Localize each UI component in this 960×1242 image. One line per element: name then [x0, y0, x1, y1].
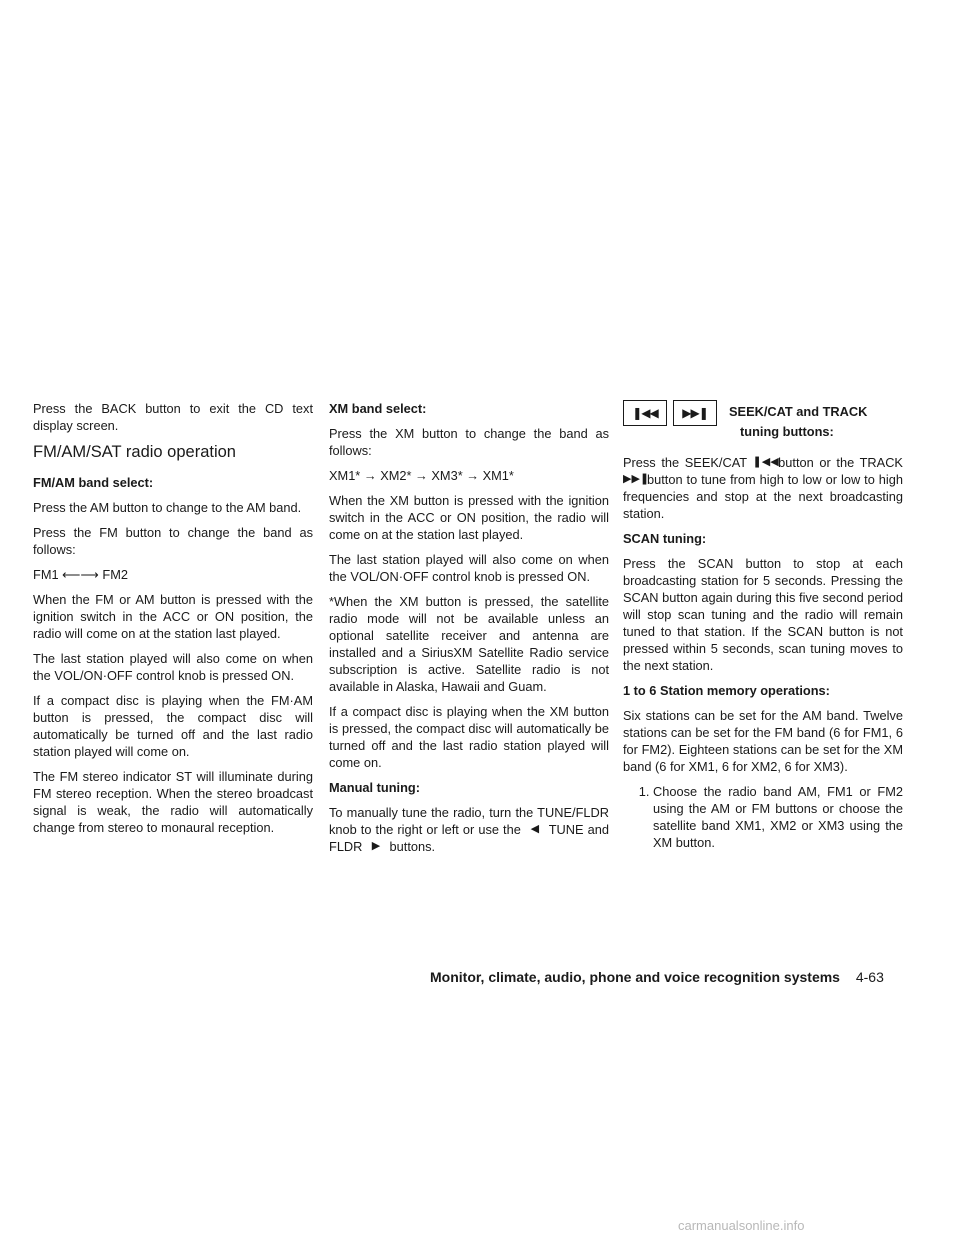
triangle-left-icon: ◀ — [530, 823, 540, 835]
scan-heading: SCAN tuning: — [623, 531, 707, 546]
memory-paragraph: Six stations can be set for the AM band. Twelve stations can be set for the FM band (6 for FM1, 6 for FM2). Eighteen stations can be set for the XM band (6 for XM1, 6 for XM2, 6 for XM3). — [623, 708, 903, 774]
skip-forward-small-icon: ▶▶❚ — [623, 473, 650, 485]
track-button-illustration — [673, 400, 717, 426]
fmam-heading: FM/AM band select: — [33, 475, 154, 490]
seek-text-c: button to tune from high to low or low to high frequencies and stop at the next broadcasting station. — [623, 472, 903, 521]
seek-caption-line-1: SEEK/CAT and TRACK — [729, 404, 868, 419]
column-middle — [329, 400, 609, 863]
cd-paragraph: If a compact disc is playing when the FM·AM button is pressed, the compact disc will automatically be turned off and the last radio station played will come on. — [33, 693, 313, 759]
watermark: carmanualsonline.info — [678, 1218, 805, 1233]
xm-last-station-paragraph: The last station played will also come on when the VOL/ON·OFF control knob is pressed ON. — [329, 552, 609, 584]
seek-text-a: Press the SEEK/CAT — [623, 455, 747, 470]
memory-heading: 1 to 6 Station memory operations: — [623, 683, 830, 698]
memory-steps-list — [623, 783, 903, 851]
seek-track-figure — [623, 400, 903, 444]
memory-step: 1. Choose the radio band AM, FM1 or FM2 using the AM or FM buttons or choose the satellite band XM1, XM2 or XM3 using the XM button. — [653, 783, 903, 851]
intro-paragraph: Press the BACK button to exit the CD text display screen. — [33, 401, 313, 433]
am-paragraph: Press the AM button to change to the AM band. — [33, 500, 302, 515]
seek-text-b: button or the TRACK — [778, 455, 903, 470]
skip-forward-icon: ▶▶❚ — [682, 405, 708, 420]
column-left — [33, 400, 313, 844]
skip-back-icon: ❚◀◀ — [632, 405, 658, 420]
page-number: 4-63 — [855, 969, 884, 985]
section-title: FM/AM/SAT radio operation — [33, 443, 236, 461]
xm-note-paragraph: *When the XM button is pressed, the satellite radio mode will not be available unless an optional satellite receiver and antenna are installed and a SiriusXM Satellite Radio service subscription is active. Satellite radio is not available in Alaska, Hawaii and Guam. — [329, 594, 609, 694]
xm-sequence: XM1* → XM2* → XM3* → XM1* — [329, 468, 514, 483]
tune-label: TUNE — [548, 822, 584, 837]
fm-paragraph: Press the FM button to change the band as follows: — [33, 525, 313, 557]
seek-cat-button-illustration — [623, 400, 667, 426]
manual-tuning-heading: Manual tuning: — [329, 780, 420, 795]
xm-heading: XM band select: — [329, 401, 427, 416]
stereo-paragraph: The FM stereo indicator ST will illuminate during FM stereo reception. When the stereo broadcast signal is weak, the radio will automatically change from stereo to monaural reception. — [33, 769, 313, 835]
chapter-title: Monitor, climate, audio, phone and voice recognition systems — [430, 969, 840, 985]
triangle-right-icon: ▶ — [371, 840, 381, 852]
buttons-word: buttons. — [389, 839, 436, 854]
last-station-paragraph: The last station played will also come on when the VOL/ON·OFF control knob is pressed ON. — [33, 651, 313, 683]
xm-paragraph: Press the XM button to change the band as follows: — [329, 426, 609, 458]
and-fldr-label: and FLDR — [329, 822, 609, 854]
manual-tuning-paragraph — [329, 804, 609, 855]
scan-paragraph: Press the SCAN button to stop at each broadcasting station for 5 seconds. Pressing the SCAN button again during this five second period will stop scan tuning and the radio will remain tuned to that station. If the SCAN button is not pressed within 5 seconds, scan tuning moves to the next station. — [623, 556, 903, 673]
xm-cd-paragraph: If a compact disc is playing when the XM button is pressed, the compact disc will automatically be turned off and the last radio station played will come on. — [329, 704, 609, 770]
seek-paragraph — [623, 454, 903, 522]
seek-track-caption — [729, 402, 867, 442]
skip-back-small-icon: ❚◀◀ — [752, 456, 779, 468]
fm-sequence: FM1 ⟵⟶ FM2 — [33, 567, 128, 582]
seek-caption-line-2: tuning buttons: — [740, 424, 834, 439]
column-right — [623, 400, 903, 851]
xm-ignition-paragraph: When the XM button is pressed with the ignition switch in the ACC or ON position, the radio will come on at the station last played. — [329, 493, 609, 542]
page-footer — [430, 969, 884, 985]
manual-tuning-text: To manually tune the radio, turn the TUNE/FLDR knob to the right or left or use the — [329, 805, 609, 837]
ignition-paragraph: When the FM or AM button is pressed with the ignition switch in the ACC or ON position, the radio will come on at the station last played. — [33, 592, 313, 641]
